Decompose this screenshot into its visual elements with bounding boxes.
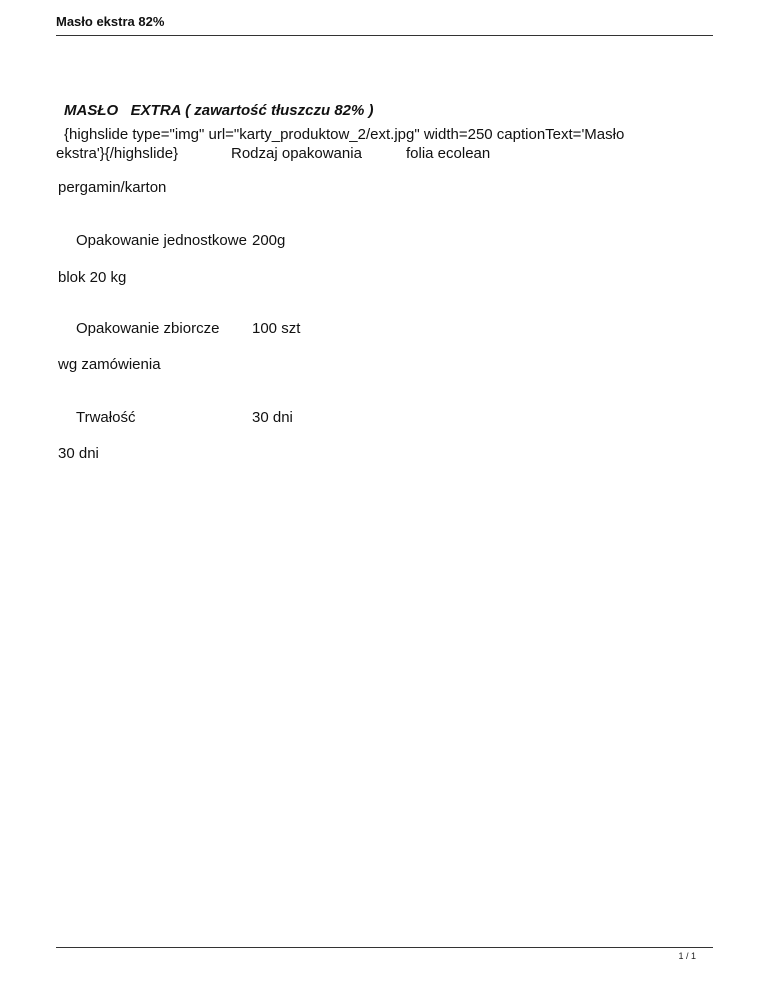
bulk-packaging-value: 100 szt (252, 320, 301, 337)
bulk-packaging-label: Opakowanie zbiorcze (76, 320, 220, 337)
shelf-life-label: Trwałość (76, 409, 136, 426)
page-number: 1 / 1 (678, 951, 696, 961)
unit-packaging-label: Opakowanie jednostkowe (76, 232, 247, 249)
product-title: MASŁO EXTRA ( zawartość tłuszczu 82% ) (64, 102, 374, 119)
bulk-packaging-alt: wg zamówienia (58, 356, 161, 373)
unit-packaging-alt: blok 20 kg (58, 269, 127, 286)
page-header-title: Masło ekstra 82% (56, 14, 165, 29)
shortcode-text-line-1: {highslide type="img" url="karty_produktow_2/ext.jpg" width=250 captionText='Masło (64, 126, 625, 143)
packaging-type-alt: pergamin/karton (58, 179, 167, 196)
unit-packaging-value: 200g (252, 232, 286, 249)
packaging-type-value: folia ecolean (406, 145, 491, 162)
footer-divider (56, 947, 713, 948)
shelf-life-alt: 30 dni (58, 445, 99, 462)
shortcode-text-line-2: ekstra'}{/highslide} (56, 145, 179, 162)
packaging-type-label: Rodzaj opakowania (231, 145, 362, 162)
shelf-life-value: 30 dni (252, 409, 293, 426)
